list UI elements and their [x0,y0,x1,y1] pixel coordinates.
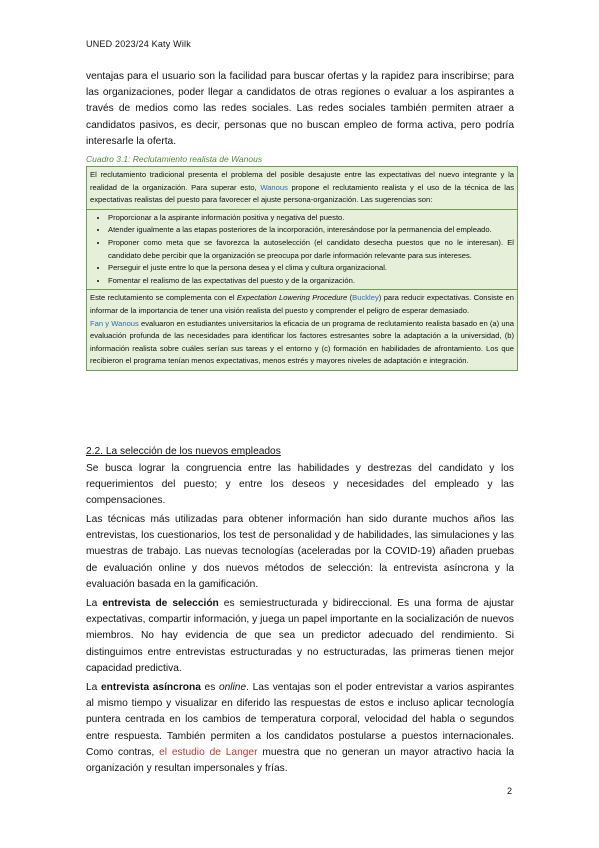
async-term: entrevista asíncrona [100,682,201,693]
async-end: muestra que no generan un mayor atractivo hacia la organización y resultan impersonales y frías. [86,746,515,775]
box-intro [87,167,517,210]
recruitment-box [86,166,518,371]
suggestion-item: • Perseguir el juste entre lo que la persona desea y el clima y cultura organizacional. [108,262,514,275]
section-heading: 2.2. La selección de los nuevos empleados [86,446,281,457]
paren-open: ( [347,293,353,303]
page-number: 2 [507,786,513,796]
selection-paragraph: Se busca lograr la congruencia entre las habilidades y destrezas del candidato y los requerimientos del puesto; y entre los deseos y necesidades del empleado y las compensaciones. [86,463,514,507]
interview-text: es semiestructurada y bidireccional. Es una forma de ajustar expectativas, compartir información, y juega un papel importante en la socialización de nuevos miembros. No hay evidencia de que sea un predictor adecuado del rendimiento. Si distinguimos entre entrevistas estructuradas y no estructuradas, las primeras tienen mejor capacidad predictiva. [86,598,514,674]
langer-study-link[interactable]: el estudio de Langer [159,746,258,758]
suggestion-list [90,212,514,288]
procedure-name: Expectation Lowering Procedure [236,293,348,303]
caption-title: : Reclutamiento realista de [128,154,232,164]
interview-term: entrevista de selección [102,598,219,609]
async-lead: La [86,682,101,693]
complement-author: Buckley [352,293,379,303]
box-intro-text: El reclutamiento tradicional presenta el problema del posible desajuste entre las expectativas del nuevo integrante y la realidad de la organización. Para superar esto, [90,170,514,192]
page-header: UNED 2023/24 Katy Wilk [86,39,191,49]
async-text: . Las ventajas son el poder entrevistar a varios aspirantes al mismo tiempo y visualizar en diferido las respuestas de estos e incluso aplicar tecnología puntera centrada en los cambios de temperatura corporal, velocidad del habla o segundos entre respuesta. También permiten a los candidatos postularse a puestos internacionales. Como contras, [86,682,514,758]
box-suggestions [87,210,517,291]
intro-paragraph: ventajas para el usuario son la facilidad para buscar ofertas y la rapidez para inscribirse; para las organizaciones, poder llegar a candidatos de otras regiones o evaluar a los aspirantes a través de medios como las redes sociales. Las redes sociales también permiten atraer a candidatos pasivos, es decir, personas que no buscan empleo de forma activa, pero podría interesarle la oferta. [86,71,514,147]
techniques-paragraph: Las técnicas más utilizadas para obtener información han sido durante muchos años las entrevistas, los cuestionarios, los test de personalidad y de habilidades, las simulaciones y las muestras de trabajo. Las nuevas tecnologías (aceleradas por la COVID-19) añaden pruebas de evaluación online y dos nuevos métodos de selección: la entrevista asíncrona y la evaluación basada en la gamificación. [86,514,514,590]
caption-author: Wanous [231,154,263,164]
suggestion-item: • Fomentar el realismo de las expectativas del puesto y de la organización. [108,275,514,288]
suggestion-item: • Proponer como meta que se favorezca la autoselección (el candidato desecha puestos que no le interesan). El candidato debe percibir que la organización se preocupa por darle información relevante para sus intereses. [108,237,514,262]
interview-paragraph [86,596,514,677]
box-caption [86,154,262,164]
study-text: evaluaron en estudiantes universitarios la eficacia de un programa de reclutamiento realista basado en (a) una evaluación profunda de las necesidades para identificar los factores estresantes sobre la adaptación a la universidad, (b) información realista sobre cuáles serían sus tareas y el entorno y (c) formación en habilidades de afrontamiento. Los que recibieron el programa tenían menos expectativas, menos estrés y mayores niveles de adaptación e integración. [90,318,514,366]
suggestion-item: • Atender igualmente a las etapas posteriores de la incorporación, interesándose por la permanencia del empleado. [108,224,514,237]
async-interview-paragraph [86,680,514,777]
study-authors: Fan y Wanous [90,318,139,328]
async-online: online [218,682,247,693]
box-complement [87,290,517,370]
box-intro-author: Wanous [260,182,288,192]
box-intro-text-2: propone el reclutamiento realista y el uso de la técnica de las expectativas realistas del puesto para favorecer el ajuste persona-organización. Las sugerencias son: [90,182,514,205]
caption-label: Cuadro 3.1 [86,154,129,164]
async-mid: es [200,682,219,693]
interview-lead: La [86,598,103,609]
suggestion-item: • Proporcionar a la aspirante información positiva y negativa del puesto. [108,212,514,225]
box-complement-text: Este reclutamiento se complementa con el [90,293,237,303]
box-complement-text-2: ) para reducir expectativas. Consiste en informar de la importancia de tener una visión realista del puesto y comprender el peligro de esperar demasiado. [90,293,514,315]
